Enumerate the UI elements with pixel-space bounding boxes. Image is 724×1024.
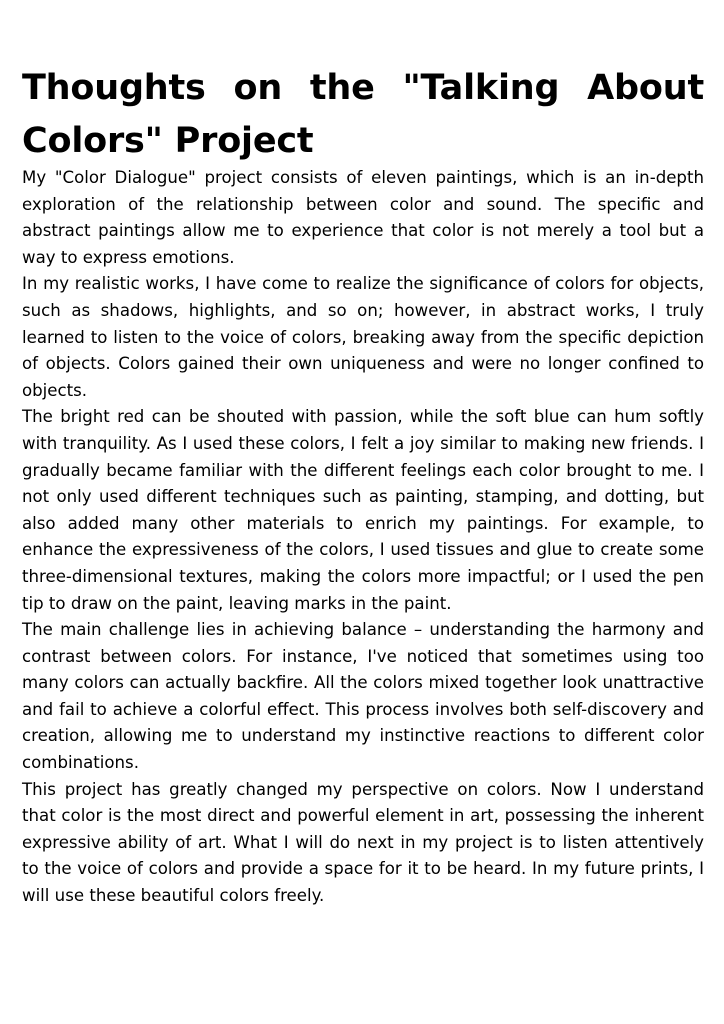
- paragraph-5: This project has greatly changed my perspective on colors. Now I understand that color is the most direct and powerful element in art, possessing the inherent expressive ability of art. What I will do next in my project is to listen attentively to the voice of colors and provide a space for it to be heard. In my future prints, I will use these beautiful colors freely.: [22, 779, 704, 906]
- paragraph-3: The bright red can be shouted with passion, while the soft blue can hum softly with tranquility. As I used these colors, I felt a joy similar to making new friends. I gradually became familiar with the different feelings each color brought to me. I not only used different techniques such as painting, stamping, and dotting, but also added many other materials to enrich my paintings. For example, to enhance the expressiveness of the colors, I used tissues and glue to create some three-dimensional textures, making the colors more impactful; or I used the pen tip to draw on the paint, leaving marks in the paint.: [22, 407, 704, 613]
- document-page: [22, 62, 704, 910]
- document-title: Thoughts on the "Talking About Colors" Project: [22, 68, 704, 161]
- paragraph-1: My "Color Dialogue" project consists of eleven paintings, which is an in-depth exploration of the relationship between color and sound. The specific and abstract paintings allow me to experience that color is not merely a tool but a way to express emotions.: [22, 168, 704, 267]
- paragraph-2: In my realistic works, I have come to realize the significance of colors for objects, such as shadows, highlights, and so on; however, in abstract works, I truly learned to listen to the voice of colors, breaking away from the specific depiction of objects. Colors gained their own uniqueness and were no longer confined to objects.: [22, 274, 704, 400]
- paragraph-4: The main challenge lies in achieving balance – understanding the harmony and contrast between colors. For instance, I've noticed that sometimes using too many colors can actually backfire. All the colors mixed together look unattractive and fail to achieve a colorful effect. This process involves both self-discovery and creation, allowing me to understand my instinctive reactions to different color combinations.: [22, 620, 704, 773]
